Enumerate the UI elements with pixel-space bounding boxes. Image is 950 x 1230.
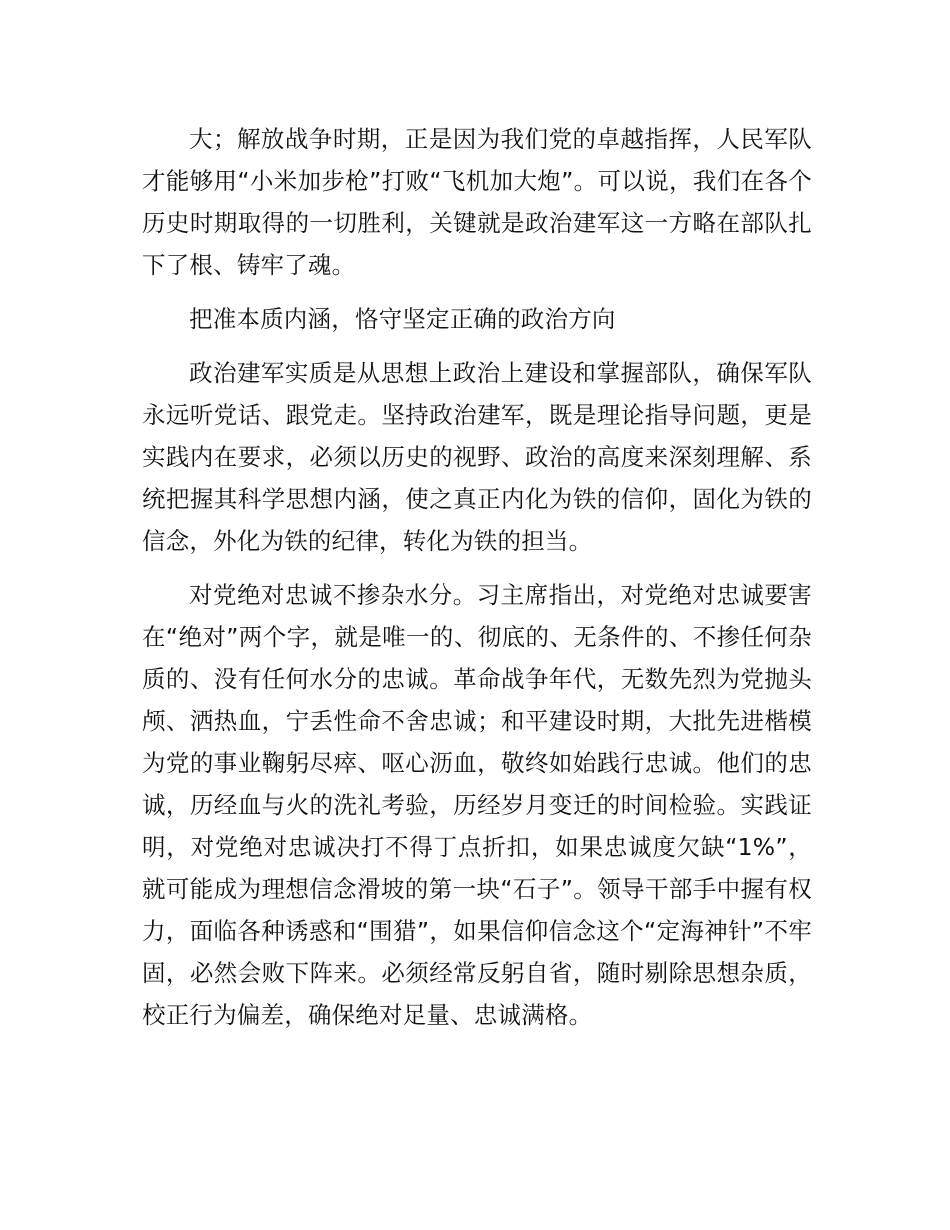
paragraph: 对党绝对忠诚不掺杂水分。习主席指出，对党绝对忠诚要害在“绝对”两个字，就是唯一的、彻底的、无条件的、不掺任何杂质的、没有任何水分的忠诚。革命战争年代，无数先烈为党抛头颅、洒热血，宁丢性命不舍忠诚；和平建设时期，大批先进楷模为党的事业鞠躬尽瘁、呕心沥血，敬终如始践行忠诚。他们的忠诚，历经血与火的洗礼考验，历经岁月变迁的时间检验。实践证明，对党绝对忠诚决打不得丁点折扣，如果忠诚度欠缺“1%”，就可能成为理想信念滑坡的第一块“石子”。领导干部手中握有权力，面临各种诱惑和“围猎”，如果信仰信念这个“定海神针”不牢固，必然会败下阵来。必须经常反躬自省，随时剔除思想杂质，校正行为偏差，确保绝对足量、忠诚满格。 (142, 581, 812, 1029)
document-page (142, 118, 812, 1048)
paragraph: 政治建军实质是从思想上政治上建设和掌握部队，确保军队永远听党话、跟党走。坚持政治建军，既是理论指导问题，更是实践内在要求，必须以历史的视野、政治的高度来深刻理解、系统把握其科学思想内涵，使之真正内化为铁的信仰，固化为铁的信念，外化为铁的纪律，转化为铁的担当。 (142, 359, 812, 555)
paragraph-continuation: 大；解放战争时期，正是因为我们党的卓越指挥，人民军队才能够用“小米加步枪”打败“飞机加大炮”。可以说，我们在各个历史时期取得的一切胜利，关键就是政治建军这一方略在部队扎下了根、铸牢了魂。 (142, 125, 812, 279)
section-heading: 把准本质内涵，恪守坚定正确的政治方向 (189, 305, 616, 333)
